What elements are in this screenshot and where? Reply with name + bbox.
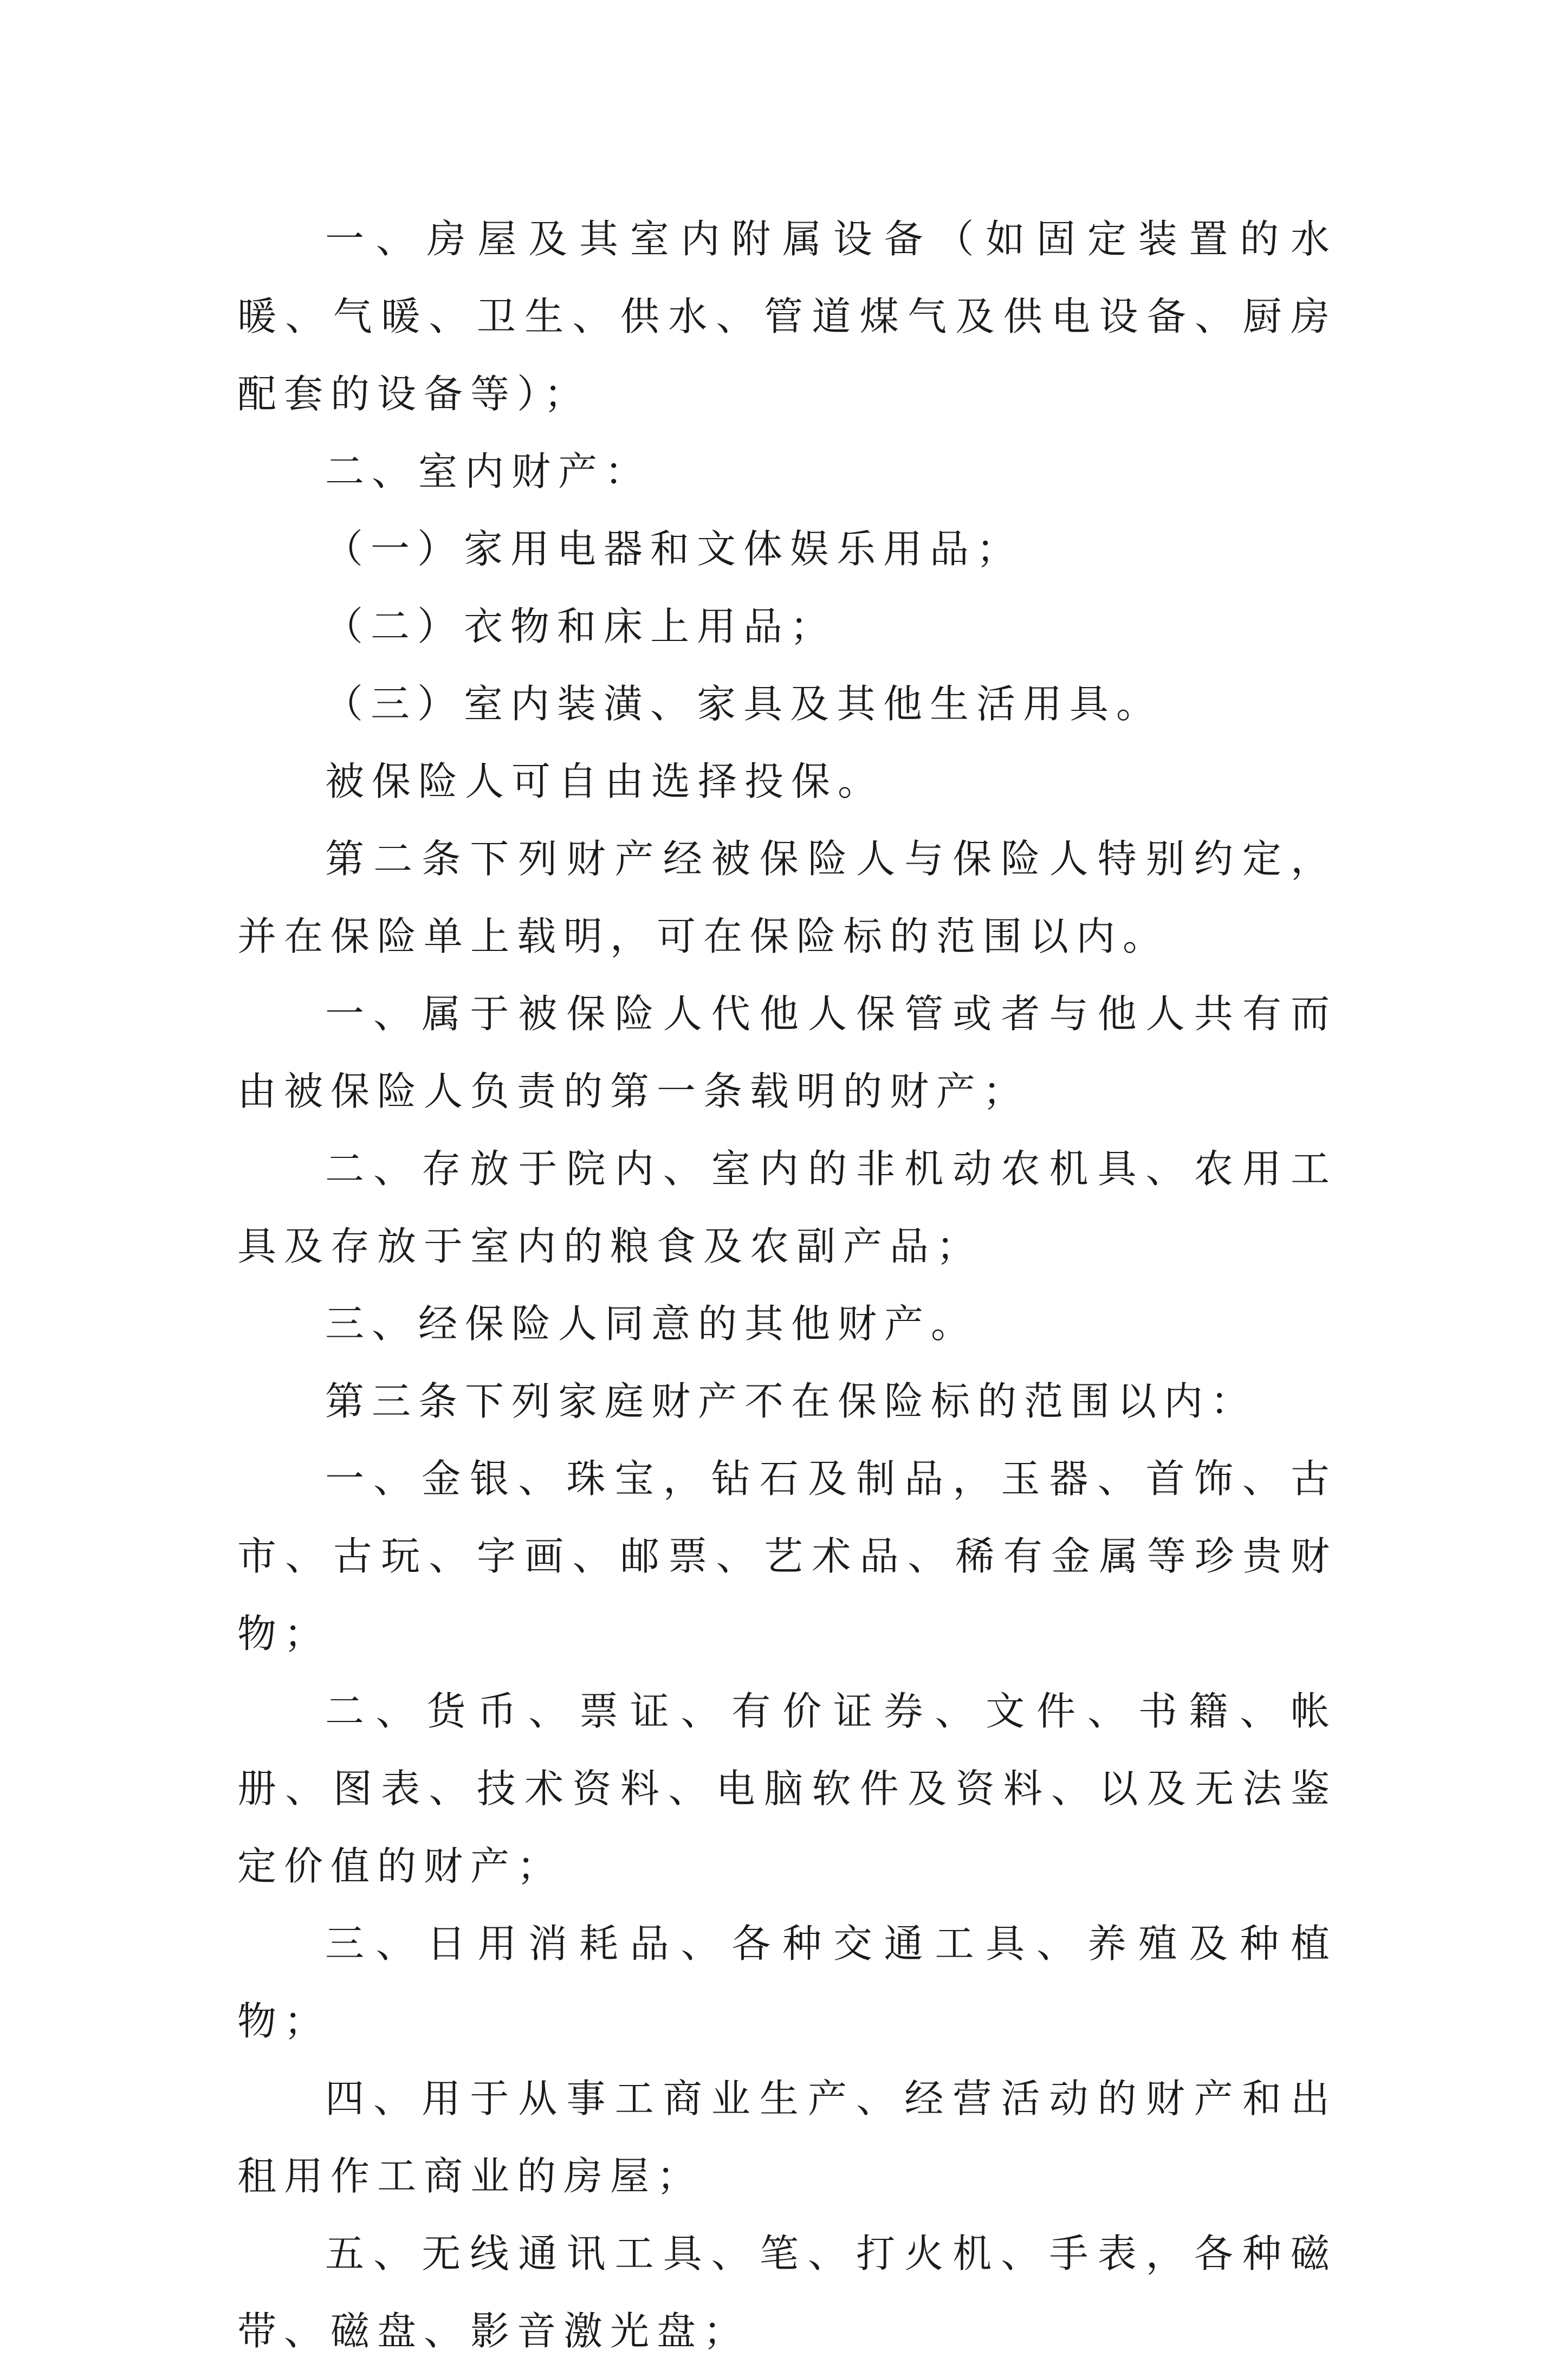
paragraph-item-2-indoor-property: 二、室内财产： bbox=[325, 449, 652, 494]
paragraph-article-3-item-3: 三、日用消耗品、各种交通工具、养殖及种植物； bbox=[237, 1921, 1337, 2044]
paragraph-article-2-item-2: 二、存放于院内、室内的非机动农机具、农用工具及存放于室内的粮食及农副产品； bbox=[237, 1146, 1337, 1269]
paragraph-article-2-item-3: 三、经保险人同意的其他财产。 bbox=[325, 1301, 978, 1346]
paragraph-article-3: 第三条下列家庭财产不在保险标的范围以内： bbox=[325, 1378, 1258, 1424]
document-body bbox=[237, 200, 1337, 2370]
paragraph-article-2: 第二条下列财产经被保险人与保险人特别约定，并在保险单上载明，可在保险标的范围以内。 bbox=[237, 836, 1337, 959]
paragraph-subitem-2-clothing: （二）衣物和床上用品； bbox=[324, 604, 837, 649]
paragraph-article-3-item-5: 五、无线通讯工具、笔、打火机、手表，各种磁带、磁盘、影音激光盘； bbox=[237, 2231, 1337, 2354]
paragraph-subitem-3-furnishings: （三）室内装潢、家具及其他生活用具。 bbox=[324, 681, 1163, 727]
paragraph-free-choice: 被保险人可自由选择投保。 bbox=[325, 759, 885, 804]
paragraph-subitem-1-appliances: （一）家用电器和文体娱乐用品； bbox=[324, 526, 1023, 572]
paragraph-article-3-item-4: 四、用于从事工商业生产、经营活动的财产和出租用作工商业的房屋； bbox=[237, 2076, 1337, 2199]
paragraph-article-2-item-1: 一、属于被保险人代他人保管或者与他人共有而由被保险人负责的第一条载明的财产； bbox=[237, 991, 1337, 1114]
paragraph-item-1-house: 一、房屋及其室内附属设备（如固定装置的水暖、气暖、卫生、供水、管道煤气及供电设备、厨房配套的设备等）； bbox=[237, 216, 1337, 417]
paragraph-article-3-item-1: 一、金银、珠宝，钻石及制品，玉器、首饰、古市、古玩、字画、邮票、艺术品、稀有金属等珍贵财物； bbox=[237, 1456, 1337, 1656]
paragraph-article-3-item-2: 二、货币、票证、有价证券、文件、书籍、帐册、图表、技术资料、电脑软件及资料、以及无法鉴定价值的财产； bbox=[237, 1688, 1337, 1889]
